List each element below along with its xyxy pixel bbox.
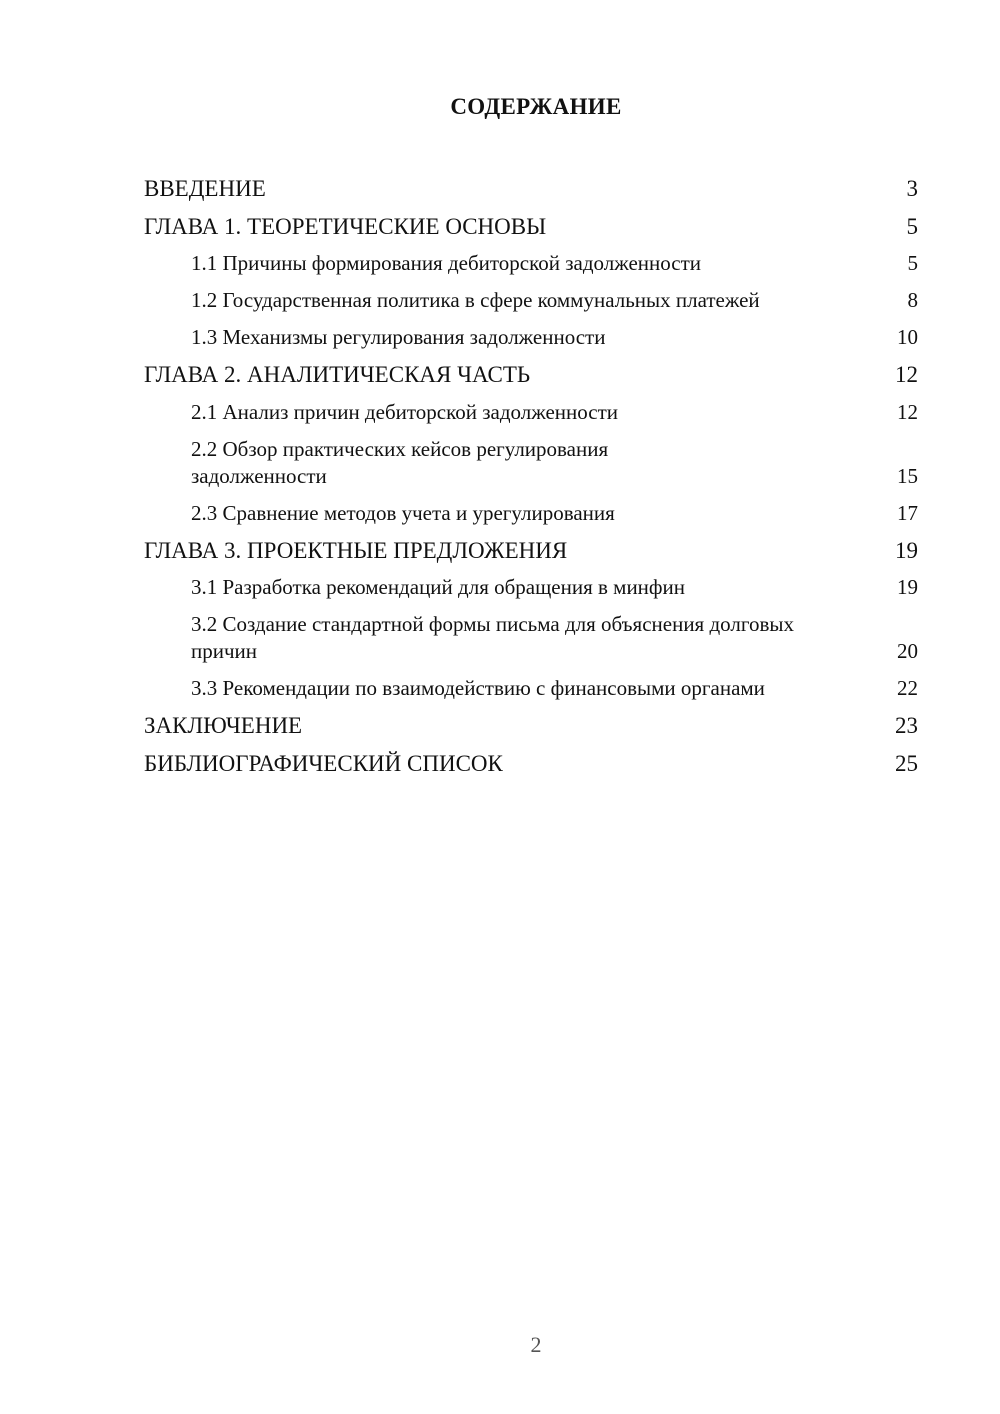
page-number: 2: [530, 1332, 542, 1357]
table-of-contents: [144, 170, 918, 782]
toc-entry-title: ГЛАВА 3. ПРОЕКТНЫЕ ПРЕДЛОЖЕНИЯ: [144, 537, 568, 563]
toc-entry-title: 2.3 Сравнение методов учета и урегулирования: [191, 500, 615, 525]
toc-entry-page: 19: [897, 575, 918, 599]
toc-entry-page: 19: [895, 537, 918, 563]
toc-entry-title: 2.1 Анализ причин дебиторской задолженности: [191, 399, 619, 424]
toc-entry-chapter-2: [144, 356, 918, 394]
toc-entry-page: 20: [897, 639, 918, 663]
toc-entry-chapter-1: [144, 208, 918, 246]
toc-entry-title: БИБЛИОГРАФИЧЕСКИЙ СПИСОК: [144, 750, 503, 776]
toc-entry-introduction: [144, 170, 918, 208]
toc-entry-title: 3.1 Разработка рекомендаций для обращения в минфин: [191, 575, 686, 599]
toc-entry-title: 3.2 Создание стандартной формы письма для объяснения долговых причин: [191, 612, 794, 663]
toc-entry-section-3-2: [144, 606, 918, 670]
toc-entry-page: 8: [907, 288, 918, 312]
toc-entry-section-1-3: [144, 319, 918, 356]
toc-entry-title: 1.2 Государственная политика в сфере коммунальных платежей: [191, 288, 760, 312]
toc-entry-page: 3: [906, 176, 918, 202]
toc-entry-page: 5: [906, 213, 918, 239]
toc-entry-section-1-2: [144, 282, 918, 319]
toc-entry-title: 3.3 Рекомендации по взаимодействию с финансовыми органами: [191, 676, 765, 700]
toc-entry-page: 23: [895, 713, 918, 739]
toc-entry-section-2-2: [144, 431, 918, 495]
toc-entry-page: 17: [897, 500, 918, 525]
toc-entry-section-3-1: [144, 569, 918, 606]
toc-entry-section-2-1: [144, 394, 918, 431]
toc-entry-title: 1.3 Механизмы регулирования задолженности: [191, 325, 606, 349]
toc-entry-page: 12: [897, 399, 918, 424]
toc-entry-page: 10: [897, 325, 918, 349]
toc-entry-page: 25: [895, 750, 918, 776]
toc-entry-title: ЗАКЛЮЧЕНИЕ: [144, 713, 303, 739]
toc-entry-page: 22: [897, 676, 918, 700]
toc-entry-title: ГЛАВА 2. АНАЛИТИЧЕСКАЯ ЧАСТЬ: [144, 362, 531, 388]
toc-entry-bibliography: [144, 745, 918, 783]
toc-entry-page: 5: [907, 251, 918, 275]
toc-entry-conclusion: [144, 707, 918, 745]
toc-entry-section-1-1: [144, 245, 918, 282]
toc-entry-title: 1.1 Причины формирования дебиторской задолженности: [191, 251, 702, 275]
toc-entry-title: ГЛАВА 1. ТЕОРЕТИЧЕСКИЕ ОСНОВЫ: [144, 213, 547, 239]
page-title: СОДЕРЖАНИЕ: [450, 94, 622, 119]
toc-entry-chapter-3: [144, 532, 918, 570]
toc-entry-page: 12: [895, 362, 918, 388]
toc-entry-section-3-3: [144, 670, 918, 707]
toc-entry-section-2-3: [144, 495, 918, 532]
toc-entry-page: 15: [897, 463, 918, 488]
toc-entry-title: 2.2 Обзор практических кейсов регулирования задолженности: [191, 436, 609, 488]
toc-entry-title: ВВЕДЕНИЕ: [144, 176, 266, 202]
